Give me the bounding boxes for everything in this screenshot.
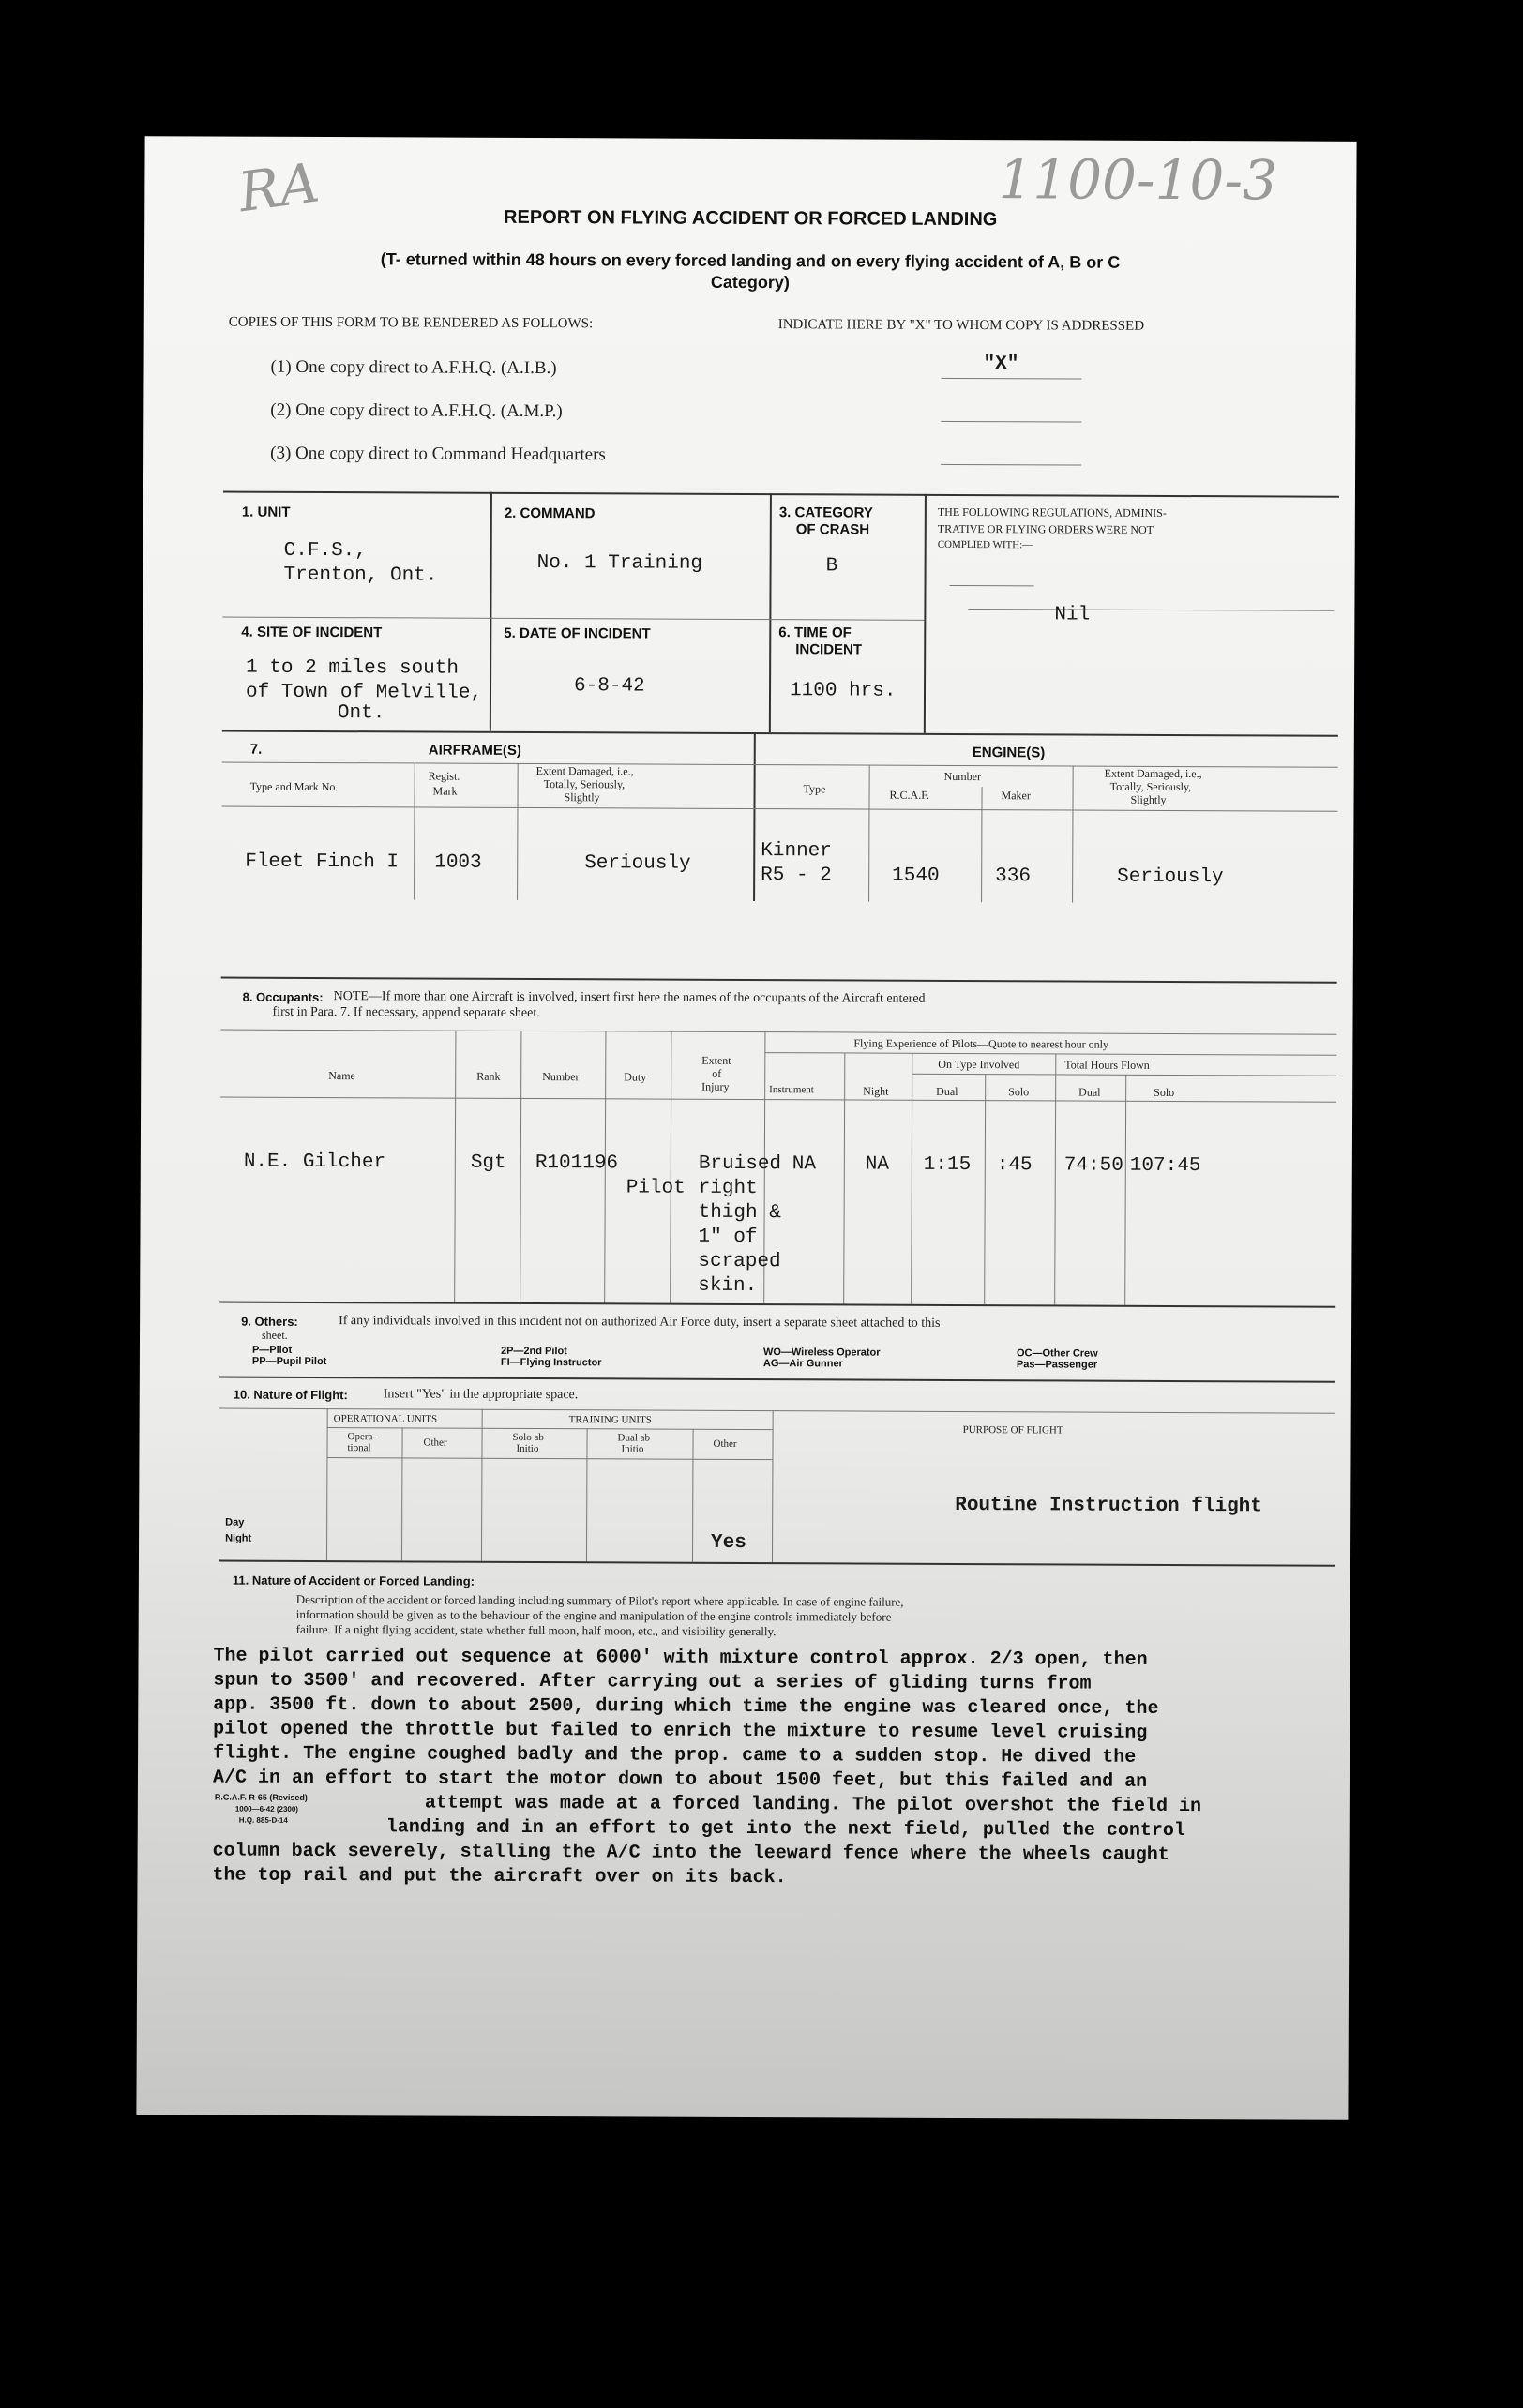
nature-accident-desc-2: information should be given as to the behaviour of the engine and manipulation of the engine controls immediately before bbox=[295, 1606, 892, 1624]
narrative-line-7: attempt was made at a forced landing. The pilot overshot the field in bbox=[424, 1792, 1202, 1818]
other-value: Yes bbox=[711, 1531, 746, 1555]
airframe-col-type: Type and Mark No. bbox=[249, 779, 339, 794]
report-form bbox=[136, 136, 1356, 2120]
occ-vrule-10 bbox=[1124, 1075, 1126, 1305]
copy-line-3: (3) One copy direct to Command Headquarters bbox=[270, 443, 606, 465]
occ-col-instrument: Instrument bbox=[769, 1084, 814, 1096]
code-pp: PP—Pupil Pilot bbox=[251, 1355, 327, 1368]
occ-col-rank: Rank bbox=[476, 1069, 501, 1083]
occ-col-number: Number bbox=[542, 1070, 580, 1084]
command-value: No. 1 Training bbox=[536, 552, 703, 575]
indicate-heading: INDICATE HERE BY "X" TO WHOM COPY IS ADDRESSED bbox=[777, 317, 1145, 334]
occ-col-name: Name bbox=[328, 1069, 355, 1083]
airframe-header-rule bbox=[221, 806, 1337, 812]
airframe-col-extent-1: Extent Damaged, i.e., bbox=[535, 764, 634, 778]
copy-line-2: (2) One copy direct to A.F.H.Q. (A.M.P.) bbox=[270, 399, 563, 422]
unit-value-2: Trenton, Ont. bbox=[283, 564, 438, 587]
engine-vrule-1 bbox=[868, 765, 870, 902]
engine-vrule-3 bbox=[1072, 766, 1074, 903]
date-value: 6-8-42 bbox=[574, 675, 645, 698]
occ-col-total-dual: Dual bbox=[1078, 1085, 1101, 1099]
col-other-2: Other bbox=[713, 1437, 737, 1450]
row-night: Night bbox=[225, 1532, 252, 1544]
occ-col-total: Total Hours Flown bbox=[1064, 1058, 1150, 1072]
nf-vrule-5 bbox=[692, 1429, 694, 1562]
engine-type-value-2: R5 - 2 bbox=[761, 865, 832, 887]
code-2p: 2P—2nd Pilot bbox=[500, 1345, 567, 1358]
narrative-line-2: spun to 3500' and recovered. After carrying out a series of gliding turns from bbox=[213, 1669, 1092, 1695]
occ-vrule-1 bbox=[454, 1031, 456, 1302]
occ-vrule-9 bbox=[1054, 1053, 1056, 1304]
site-value-1: 1 to 2 miles south bbox=[246, 656, 460, 680]
row-day: Day bbox=[225, 1516, 245, 1528]
narrative-line-9: column back severely, stalling the A/C into the leeward fence where the wheels caught bbox=[212, 1840, 1169, 1866]
site-label: 4. SITE OF INCIDENT bbox=[241, 624, 383, 641]
others-heading: 9. Others: bbox=[241, 1314, 298, 1329]
occ-injury-6: skin. bbox=[698, 1274, 758, 1298]
occ-col-flying-exp: Flying Experience of Pilots—Quote to nearest hour only bbox=[853, 1036, 1109, 1051]
occ-injury-3: thigh & bbox=[698, 1201, 781, 1225]
narrative-line-1: The pilot carried out sequence at 6000' with mixture control approx. 2/3 open, then bbox=[213, 1645, 1148, 1671]
copy-line-rule-3 bbox=[941, 464, 1081, 466]
category-label-1: 3. CATEGORY bbox=[778, 504, 873, 521]
airframe-num: 7. bbox=[249, 741, 263, 758]
occ-hrule-2 bbox=[912, 1074, 1336, 1076]
occ-vrule-7 bbox=[911, 1053, 912, 1304]
unit-label: 1. UNIT bbox=[241, 504, 291, 520]
occ-col-night: Night bbox=[863, 1084, 889, 1098]
narrative-line-4: pilot opened the throttle but failed to enrich the mixture to resume level cruising bbox=[213, 1718, 1148, 1744]
engine-maker-value: 336 bbox=[995, 865, 1032, 888]
engine-col-type: Type bbox=[803, 782, 826, 796]
corner-annotation-left: RA bbox=[234, 150, 324, 225]
engine-col-maker: Maker bbox=[1001, 789, 1031, 803]
time-label-2: INCIDENT bbox=[795, 641, 863, 658]
others-text-1: If any individuals involved in this incident not on authorized Air Force duty, insert a separate sheet attached to this bbox=[339, 1314, 941, 1331]
engine-vrule-2 bbox=[981, 787, 983, 902]
regs-label-2: TRATIVE OR FLYING ORDERS WERE NOT bbox=[937, 521, 1154, 536]
code-fi: FI—Flying Instructor bbox=[500, 1356, 602, 1369]
occupants-header-top bbox=[220, 1030, 1336, 1035]
engine-col-rcaf: R.C.A.F. bbox=[889, 788, 929, 802]
regs-rule-1 bbox=[950, 585, 1034, 586]
divider-2 bbox=[769, 493, 772, 732]
airframe-regist-value: 1003 bbox=[434, 851, 482, 874]
site-value-2: of Town of Melville, bbox=[245, 681, 483, 704]
form-subtitle-line1: (T- eturned within 48 hours on every forced landing and on every flying accident of A, B or C bbox=[380, 249, 1121, 272]
purpose-heading: PURPOSE OF FLIGHT bbox=[962, 1424, 1063, 1437]
purpose-value: Routine Instruction flight bbox=[955, 1494, 1262, 1518]
nf-vrule-4 bbox=[586, 1428, 588, 1561]
occ-col-extent-3: Injury bbox=[701, 1079, 730, 1093]
engine-col-extent-1: Extent Damaged, i.e., bbox=[1104, 766, 1202, 781]
corner-annotation-right: 1100-10-3 bbox=[998, 147, 1278, 213]
nature-accident-top-rule bbox=[219, 1560, 1335, 1567]
copy-mark-1: "X" bbox=[983, 354, 1019, 376]
category-value: B bbox=[825, 555, 838, 578]
occ-name: N.E. Gilcher bbox=[243, 1151, 386, 1174]
narrative-line-6: A/C in an effort to start the motor down to about 1500 feet, but this failed and an bbox=[212, 1767, 1148, 1793]
occ-number: R101196 bbox=[535, 1152, 619, 1175]
occupants-top-rule bbox=[221, 977, 1337, 984]
operational-units-label: OPERATIONAL UNITS bbox=[333, 1413, 438, 1425]
col-dual-ab-2: Initio bbox=[621, 1443, 644, 1455]
airframe-engine-divider bbox=[753, 732, 756, 901]
engine-col-number: Number bbox=[943, 769, 981, 784]
airframe-heading: AIRFRAME(S) bbox=[428, 742, 521, 759]
occ-col-on-type-solo: Solo bbox=[1008, 1085, 1030, 1099]
code-ag: AG—Air Gunner bbox=[762, 1358, 843, 1370]
regs-label-3: COMPLIED WITH:— bbox=[937, 538, 1033, 551]
regs-label-1: THE FOLLOWING REGULATIONS, ADMINIS- bbox=[937, 504, 1167, 519]
code-wo: WO—Wireless Operator bbox=[762, 1347, 881, 1359]
occ-col-on-type: On Type Involved bbox=[938, 1057, 1020, 1072]
occupants-note-1: NOTE—If more than one Aircraft is involved, insert first here the names of the occupants of the Aircraft entered bbox=[333, 989, 926, 1006]
code-oc: OC—Other Crew bbox=[1016, 1347, 1098, 1360]
form-ref-3: H.Q. 885-D-14 bbox=[238, 1815, 288, 1825]
nature-flight-heading: 10. Nature of Flight: bbox=[233, 1387, 348, 1403]
airframe-extent-value: Seriously bbox=[584, 852, 691, 875]
engine-type-value-1: Kinner bbox=[761, 840, 832, 863]
copy-line-rule-1 bbox=[941, 378, 1081, 380]
col-solo-ab-1: Solo ab bbox=[512, 1431, 544, 1444]
narrative-line-8: landing and in an effort to get into the next field, pulled the control bbox=[385, 1816, 1185, 1843]
col-dual-ab-1: Dual ab bbox=[617, 1432, 651, 1444]
occ-injury-5: scraped bbox=[698, 1250, 781, 1273]
occ-total-dual: 74:50 bbox=[1063, 1154, 1123, 1177]
occupants-note-2: first in Para. 7. If necessary, append separate sheet. bbox=[272, 1004, 540, 1021]
occ-col-extent-2: of bbox=[712, 1066, 722, 1080]
nature-accident-desc-1: Description of the accident or forced landing including summary of Pilot's report where applicable. In case of engine failure, bbox=[295, 1591, 904, 1609]
nature-flight-top-rule bbox=[219, 1377, 1335, 1383]
occ-injury-1: Bruised bbox=[698, 1152, 782, 1176]
mid-rule bbox=[222, 617, 924, 621]
occ-rank: Sgt bbox=[470, 1151, 506, 1174]
nf-vrule-2 bbox=[401, 1427, 403, 1560]
top-rule bbox=[223, 491, 1339, 498]
occ-vrule-4 bbox=[670, 1031, 671, 1303]
airframe-col-extent-3: Slightly bbox=[564, 790, 600, 805]
nature-accident-desc-3: failure. If a night flying accident, state whether full moon, half moon, etc., and visibility generally. bbox=[295, 1621, 777, 1639]
engine-col-extent-3: Slightly bbox=[1130, 792, 1167, 806]
form-ref-2: 1000—6-42 (2300) bbox=[234, 1804, 299, 1814]
airframe-type-value: Fleet Finch I bbox=[245, 850, 400, 874]
form-title: REPORT ON FLYING ACCIDENT OR FORCED LANDING bbox=[504, 206, 998, 231]
airframe-col-extent-2: Totally, Seriously, bbox=[543, 777, 626, 791]
date-label: 5. DATE OF INCIDENT bbox=[504, 625, 651, 642]
copy-line-1: (1) One copy direct to A.F.H.Q. (A.I.B.) bbox=[270, 356, 557, 379]
nature-flight-instruction: Insert "Yes" in the appropriate space. bbox=[383, 1387, 579, 1403]
divider-1 bbox=[490, 492, 492, 731]
col-operational-1: Opera- bbox=[347, 1431, 377, 1443]
occ-night: NA bbox=[865, 1153, 890, 1176]
engine-extent-value: Seriously bbox=[1117, 865, 1224, 889]
occ-col-extent-1: Extent bbox=[701, 1053, 731, 1067]
occ-vrule-6 bbox=[843, 1052, 845, 1303]
divider-3 bbox=[924, 494, 927, 733]
col-operational-2: tional bbox=[347, 1442, 371, 1454]
copies-heading: COPIES OF THIS FORM TO BE RENDERED AS FOLLOWS: bbox=[228, 314, 594, 332]
nature-accident-heading: 11. Nature of Accident or Forced Landing: bbox=[232, 1573, 475, 1588]
narrative-line-10: the top rail and put the aircraft over on its back. bbox=[212, 1864, 787, 1889]
airframe-vrule-2 bbox=[517, 763, 519, 900]
occ-total-solo: 107:45 bbox=[1129, 1154, 1201, 1178]
occ-type-dual: 1:15 bbox=[923, 1153, 972, 1177]
occ-vrule-8 bbox=[984, 1074, 986, 1304]
engine-heading: ENGINE(S) bbox=[972, 745, 1046, 761]
form-subtitle-line2: Category) bbox=[710, 272, 790, 293]
airframe-top-rule bbox=[222, 730, 1338, 737]
nf-vrule-6 bbox=[772, 1410, 774, 1562]
others-text-2: sheet. bbox=[262, 1328, 288, 1342]
regs-value: Nil bbox=[1054, 604, 1091, 626]
occ-col-duty: Duty bbox=[624, 1070, 647, 1084]
occ-col-on-type-dual: Dual bbox=[936, 1084, 958, 1098]
category-label-2: OF CRASH bbox=[795, 521, 870, 538]
code-p: P—Pilot bbox=[251, 1344, 293, 1356]
airframe-col-regist-2: Mark bbox=[432, 784, 458, 798]
command-label: 2. COMMAND bbox=[504, 504, 596, 522]
airframe-col-regist-1: Regist. bbox=[428, 769, 460, 783]
narrative-line-5: flight. The engine coughed badly and the prop. came to a sudden stop. He dived the bbox=[213, 1742, 1137, 1768]
time-value: 1100 hrs. bbox=[789, 680, 897, 702]
narrative-line-3: app. 3500 ft. down to about 2500, during which time the engine was cleared once, the bbox=[213, 1693, 1159, 1720]
occ-injury-2: right bbox=[698, 1177, 758, 1200]
occ-injury-4: 1" of bbox=[698, 1226, 758, 1249]
occ-col-total-solo: Solo bbox=[1154, 1085, 1175, 1099]
nf-vrule-1 bbox=[326, 1408, 328, 1560]
occ-hrule-1 bbox=[764, 1052, 1336, 1056]
others-top-rule bbox=[219, 1302, 1335, 1308]
col-other: Other bbox=[423, 1437, 447, 1449]
occ-vrule-2 bbox=[520, 1031, 521, 1302]
nf-hrule-2 bbox=[326, 1457, 772, 1460]
engine-rcaf-value: 1540 bbox=[892, 865, 940, 887]
code-pas: Pas—Passenger bbox=[1016, 1359, 1098, 1371]
occupants-heading: 8. Occupants: bbox=[242, 989, 324, 1005]
occ-duty: Pilot bbox=[626, 1177, 686, 1199]
airframe-vrule-1 bbox=[414, 762, 415, 899]
col-solo-ab-2: Initio bbox=[516, 1442, 539, 1455]
time-label-1: 6. TIME OF bbox=[778, 625, 852, 641]
engine-col-extent-2: Totally, Seriously, bbox=[1109, 779, 1192, 794]
training-units-label: TRAINING UNITS bbox=[568, 1414, 652, 1426]
site-value-3: Ont. bbox=[337, 702, 385, 725]
nf-hrule-1 bbox=[327, 1427, 773, 1430]
form-ref-1: R.C.A.F. R-65 (Revised) bbox=[214, 1792, 308, 1802]
copy-line-rule-2 bbox=[941, 421, 1081, 423]
regs-rule-2 bbox=[968, 609, 1334, 611]
occ-instrument: NA bbox=[792, 1153, 817, 1176]
occ-type-solo: :45 bbox=[996, 1154, 1033, 1177]
unit-value-1: C.F.S., bbox=[283, 539, 367, 563]
nf-vrule-3 bbox=[481, 1409, 483, 1561]
